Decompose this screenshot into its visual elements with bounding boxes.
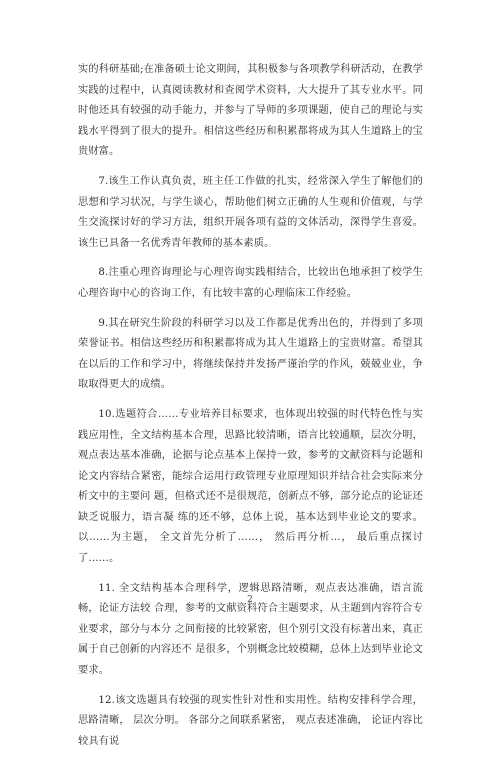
page-number: 2: [247, 595, 253, 605]
paragraph-11: 11. 全文结构基本合理科学，逻辑思路清晰，观点表达准确，语言流畅，论证方法较 合理，参考的文献资料符合主题要求，从主题到内容符合专业要求，部分与本分 之间衔接的比较紧密，但个别引文没有标著出来，真正属于自己创新的内容还不 是很多，个别概念比较模糊，总体上达到毕业论文要求。: [78, 582, 423, 677]
paragraph-1: 实的科研基础;在准备硕士论文期间，其积极参与各项教学科研活动，在教学实践的过程中，认真阅读教材和查阅学术资料，大大提升了其专业水平。同时他还具有较强的动手能力，并参与了导师的多项课题，使自己的理论与实践水平得到了很大的提升。相信这些经历和积累都将成为其人生道路上的宝贵财富。: [78, 64, 423, 158]
paragraph-12: 12.该文选题具有较强的现实性针对性和实用性。结构安排科学合理，思路清晰， 层次分明。 各部分之间联系紧密， 观点表述准确， 论证内容比较具有说: [78, 694, 423, 747]
paragraph-7: 7.该生工作认真负责，班主任工作做的扎实，经常深入学生了解他们的思想和学习状况，与学生谈心，帮助他们树立正确的人生观和价值观，与学生交流探讨好的学习方法，组织开展各项有益的文体活动，深得学生喜爱。该生已具备一名优秀青年教师的基本素质。: [78, 175, 423, 249]
paragraph-9: 9.其在研究生阶段的科研学习以及工作都是优秀出色的，并得到了多项荣誉证书。相信这些经历和积累都将成为其人生道路上的宝贵财富。希望其在以后的工作和学习中，将继续保持并发扬严谨治学的作风，兢兢业业，争取取得更大的成绩。: [78, 317, 423, 391]
document-body: [78, 60, 423, 761]
paragraph-10: 10.选题符合……专业培养目标要求，也体现出较强的时代特色性与实践应用性，全文结构基本合理，思路比较清晰，语言比较通顺，层次分明，观点表达基本准确，论据与论点基本上保持一致，参考的文献资料与论题和论文内容结合紧密，能综合运用行政管理专业原理知识并结合社会实际来分析文中的主要问 题，但格式还不是很规范，创新点不够，部分论点的论证还缺乏说服力，语言凝 练的还不够，总体上说，基本达到毕业论文的要求。 以……为主题， 全文首先分析了……， 然后再分析…， 最后重点探讨了……。: [78, 408, 423, 565]
paragraph-8: 8.注重心理咨询理论与心理咨询实践相结合，比较出色地承担了校学生心理咨询中心的咨询工作，有比较丰富的心理临床工作经验。: [78, 267, 423, 299]
